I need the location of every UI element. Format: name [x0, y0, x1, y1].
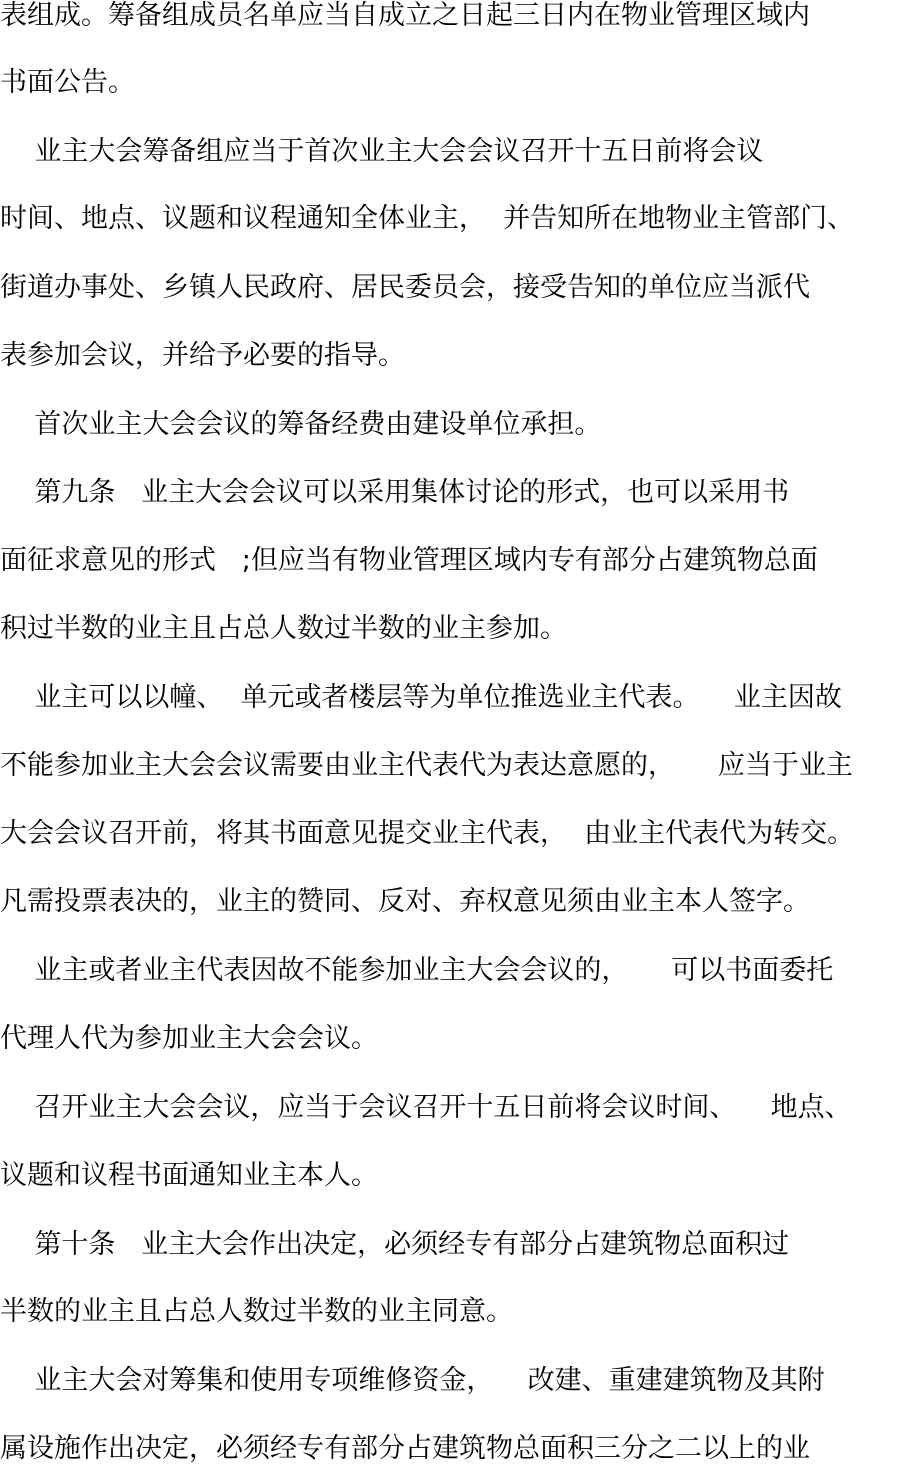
text-line: 大会会议召开前，将其书面意见提交业主代表， 由业主代表代为转交。 — [0, 818, 855, 849]
text-line: 半数的业主且占总人数过半数的业主同意。 — [0, 1296, 513, 1327]
text-line: 第十条 业主大会作出决定，必须经专有部分占建筑物总面积过 — [0, 1229, 790, 1260]
text-line: 时间、地点、议题和议程通知全体业主， 并告知所在地物业主管部门、 — [0, 203, 855, 234]
text-line: 积过半数的业主且占总人数过半数的业主参加。 — [0, 613, 567, 644]
text-line: 书面公告。 — [0, 67, 135, 98]
text-line: 首次业主大会会议的筹备经费由建设单位承担。 — [0, 409, 602, 440]
text-line: 凡需投票表决的，业主的赞同、反对、弃权意见须由业主本人签字。 — [0, 886, 810, 917]
text-line: 业主大会对筹集和使用专项维修资金， 改建、重建建筑物及其附 — [0, 1365, 825, 1396]
text-line: 表组成。筹备组成员名单应当自成立之日起三日内在物业管理区域内 — [0, 0, 810, 31]
text-line: 业主可以以幢、 单元或者楼层等为单位推选业主代表。 业主因故 — [0, 682, 842, 713]
text-line: 业主或者业主代表因故不能参加业主大会会议的， 可以书面委托 — [0, 955, 834, 986]
text-line: 代理人代为参加业主大会会议。 — [0, 1023, 378, 1054]
text-line: 街道办事处、乡镇人民政府、居民委员会，接受告知的单位应当派代 — [0, 272, 810, 303]
text-line: 第九条 业主大会会议可以采用集体讨论的形式，也可以采用书 — [0, 477, 790, 508]
text-line: 召开业主大会会议，应当于会议召开十五日前将会议时间、 地点、 — [0, 1092, 852, 1123]
text-line: 表参加会议，并给予必要的指导。 — [0, 340, 405, 371]
text-line: 不能参加业主大会会议需要由业主代表代为表达意愿的， 应当于业主 — [0, 750, 853, 781]
text-line: 议题和议程书面通知业主本人。 — [0, 1160, 378, 1191]
text-line: 面征求意见的形式 ;但应当有物业管理区域内专有部分占建筑物总面 — [0, 545, 818, 576]
text-line: 属设施作出决定，必须经专有部分占建筑物总面积三分之二以上的业 — [0, 1433, 810, 1464]
text-line: 业主大会筹备组应当于首次业主大会会议召开十五日前将会议 — [0, 136, 764, 167]
